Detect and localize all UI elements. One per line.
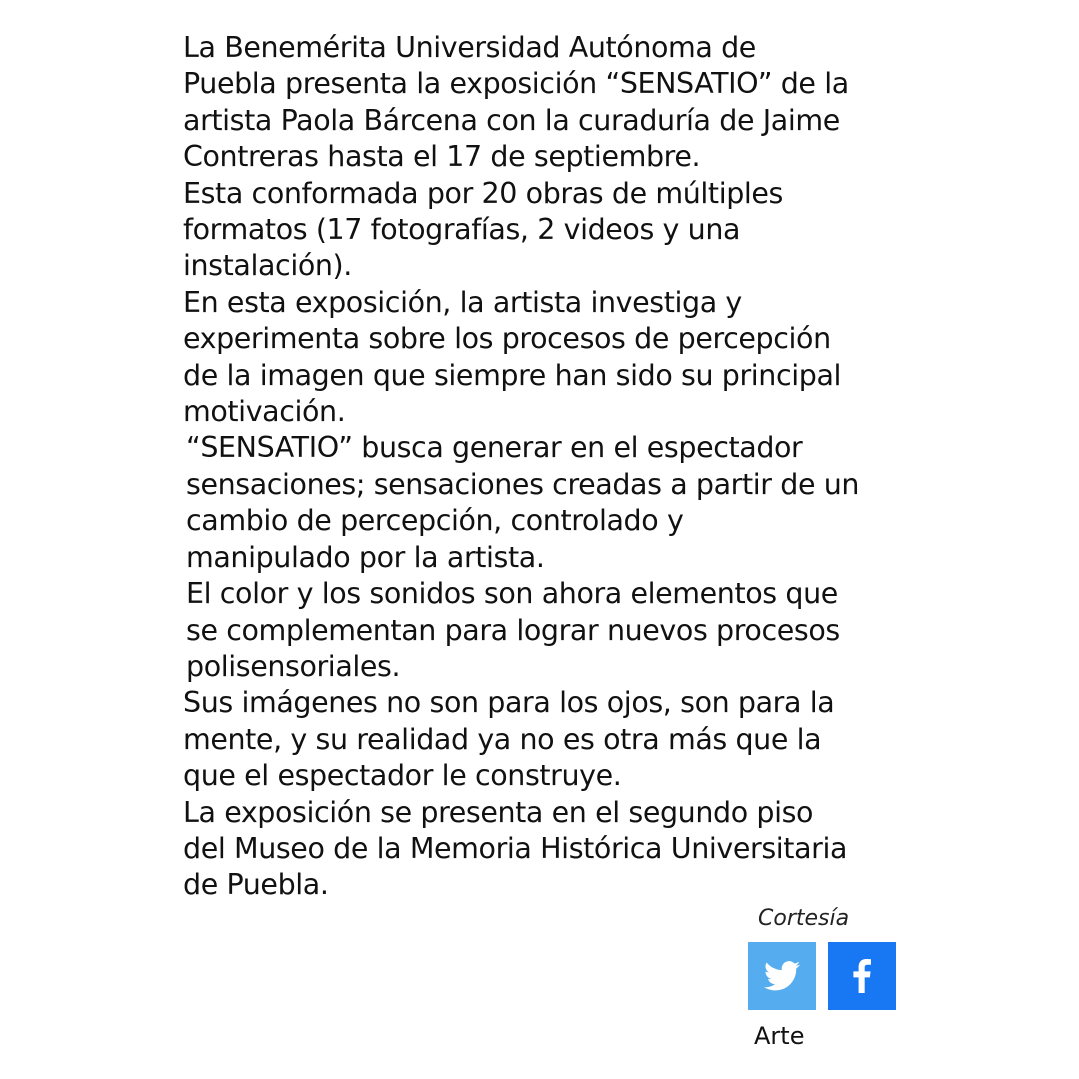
photo-credit: Cortesía: [758, 906, 850, 931]
article-paragraph-sensations: “SENSATIO” busca generar en el espectador sensaciones; sensaciones creadas a partir de un cambio de percepción, controlado y manipulado por la artista.: [186, 431, 860, 574]
section-label[interactable]: Arte: [754, 1022, 805, 1050]
facebook-f-icon: [853, 959, 871, 993]
article-paragraph-intro: La Benemérita Universidad Autónoma de Puebla presenta la exposición “SENSATIO” de la artista Paola Bárcena con la curaduría de Jaime Contreras hasta el 17 de septiembre.: [183, 31, 849, 174]
article-paragraph-images: Sus imágenes no son para los ojos, son para la mente, y su realidad ya no es otra más que la que el espectador le construye.: [183, 686, 835, 793]
article-paragraph-research: En esta exposición, la artista investiga y experimenta sobre los procesos de percepción de la imagen que siempre han sido su principal motivación.: [183, 285, 842, 429]
twitter-bird-icon: [764, 961, 800, 991]
article-paragraph-color-sound: El color y los sonidos son ahora elementos que se complementan para lograr nuevos procesos polisensoriales.: [186, 577, 840, 683]
share-facebook-button[interactable]: [828, 942, 896, 1010]
share-twitter-button[interactable]: [748, 942, 816, 1010]
article-paragraph-works: Esta conformada por 20 obras de múltiples formatos (17 fotografías, 2 videos y una instalación).: [183, 176, 784, 283]
article-body: [183, 30, 903, 904]
article-paragraph-location: La exposición se presenta en el segundo piso del Museo de la Memoria Histórica Universitaria de Puebla.: [183, 795, 848, 902]
